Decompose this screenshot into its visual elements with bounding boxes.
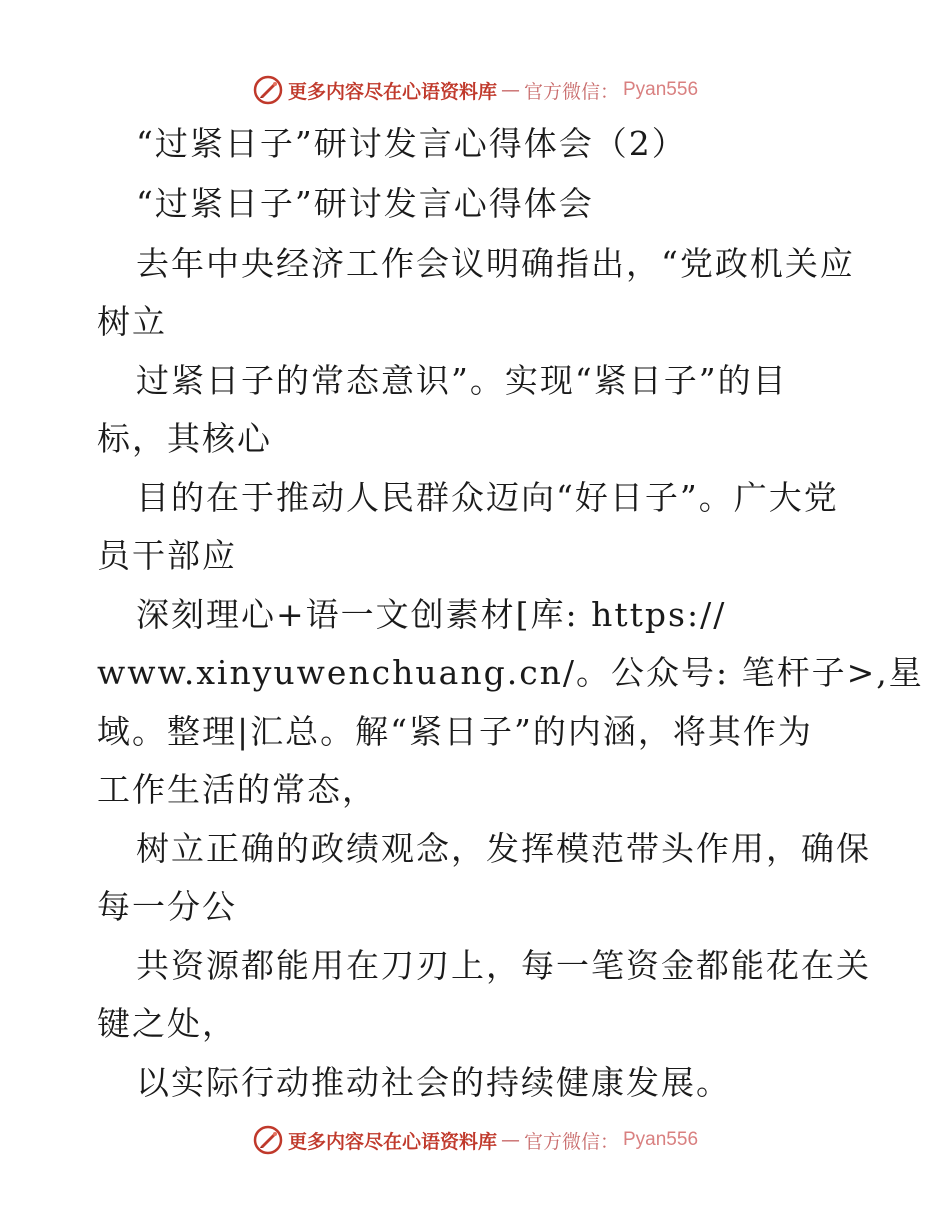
- quill-logo-icon: [252, 74, 284, 106]
- paragraph-line: 深刻理心+语一文创素材[库: https://: [136, 595, 727, 634]
- watermark-separator: —: [500, 1129, 520, 1151]
- watermark-wechat-id: Pyan556: [623, 79, 699, 100]
- watermark-header: [0, 70, 950, 110]
- watermark-text: 更多内容尽在心语资料库: [287, 1130, 497, 1153]
- watermark-footer: [0, 1120, 950, 1160]
- paragraph-line: 每一分公: [97, 887, 237, 926]
- document-title-2: “过紧日子”研讨发言心得体会: [136, 184, 594, 223]
- paragraph-line: 工作生活的常态，: [97, 770, 377, 809]
- paragraph-line: 树立正确的政绩观念，发挥模范带头作用，确保: [136, 829, 871, 868]
- paragraph-line: 树立: [97, 302, 167, 341]
- paragraph-line: 去年中央经济工作会议明确指出，“党政机关应: [136, 244, 855, 283]
- watermark-text: 更多内容尽在心语资料库: [287, 80, 497, 103]
- document-title-1: “过紧日子”研讨发言心得体会（2）: [136, 124, 687, 163]
- paragraph-line: 目的在于推动人民群众迈向“好日子”。广大党: [136, 478, 839, 517]
- paragraph-line: 域。整理|汇总。解“紧日子”的内涵，将其作为: [97, 712, 813, 751]
- paragraph-line: 过紧日子的常态意识”。实现“紧日子”的目: [136, 361, 788, 400]
- paragraph-line: 共资源都能用在刀刃上，每一笔资金都能花在关: [136, 946, 871, 985]
- paragraph-line: 员干部应: [97, 536, 237, 575]
- watermark-wechat-label: 官方微信：: [523, 80, 619, 103]
- watermark-wechat-id: Pyan556: [623, 1129, 699, 1150]
- quill-logo-icon: [252, 1124, 284, 1156]
- paragraph-line: www.xinyuwenchuang.cn/。公众号: 笔杆子>,星: [97, 653, 924, 692]
- paragraph-line: 标，其核心: [97, 419, 272, 458]
- paragraph-line: 键之处，: [97, 1004, 237, 1043]
- watermark-wechat-label: 官方微信：: [523, 1130, 619, 1153]
- watermark-separator: —: [500, 79, 520, 101]
- paragraph-line: 以实际行动推动社会的持续健康发展。: [136, 1063, 731, 1102]
